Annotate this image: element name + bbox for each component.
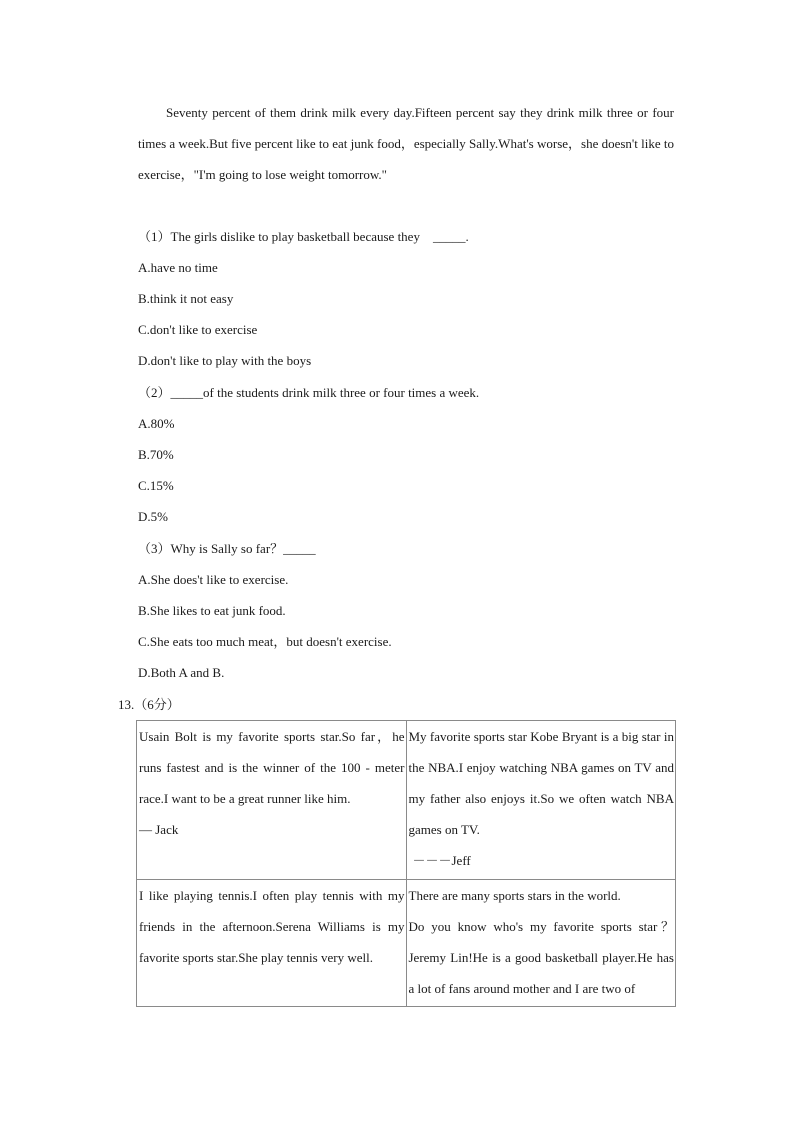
question-2-stem: （2）_____of the students drink milk three or four times a week. bbox=[138, 385, 480, 400]
question-2-option-c: C.15% bbox=[138, 478, 174, 493]
jack-text: Usain Bolt is my favorite sports star.So far，he runs fastest and is the winner of the 100 - meter race.I want to be a great runner like him. bbox=[139, 729, 405, 806]
table-row bbox=[137, 721, 676, 880]
section-13-heading: 13.（6分） bbox=[118, 697, 180, 712]
question-2-option-d: D.5% bbox=[138, 509, 168, 524]
question-3-option-c: C.She eats too much meat，but doesn't exercise. bbox=[138, 634, 392, 649]
jack-signature: — Jack bbox=[139, 822, 179, 837]
question-3-option-d: D.Both A and B. bbox=[138, 665, 225, 680]
table-cell-jack bbox=[137, 721, 407, 880]
question-1-option-d: D.don't like to play with the boys bbox=[138, 353, 312, 368]
question-1-stem: （1）The girls dislike to play basketball because they _____. bbox=[138, 229, 469, 244]
jeff-text: My favorite sports star Kobe Bryant is a big star in the NBA.I enjoy watching NBA games on TV and my father also enjoys it.So we often watch NBA games on TV. bbox=[408, 729, 674, 837]
tennis-text: I like playing tennis.I often play tennis with my friends in the afternoon.Serena Williams is my favorite sports star.She play tennis very well. bbox=[139, 888, 405, 965]
question-3-option-a: A.She does't like to exercise. bbox=[138, 572, 289, 587]
question-3-option-b: B.She likes to eat junk food. bbox=[138, 603, 286, 618]
table-row bbox=[137, 880, 676, 1007]
question-1-option-a: A.have no time bbox=[138, 260, 218, 275]
jeff-signature: －－－Jeff bbox=[412, 853, 471, 868]
table-cell-jeremy bbox=[406, 880, 676, 1007]
passage-paragraph: Seventy percent of them drink milk every day.Fifteen percent say they drink milk three or four times a week.But five percent like to eat junk food，especially Sally.What's worse，she doesn't like to exercise，"I'm going to lose weight tomorrow." bbox=[138, 105, 674, 182]
jeremy-text: Do you know who's my favorite sports star？Jeremy Lin!He is a good basketball player.He has a lot of fans around mother and I are two of bbox=[408, 919, 674, 996]
question-3-stem: （3）Why is Sally so far？_____ bbox=[138, 541, 316, 556]
table-cell-tennis bbox=[137, 880, 407, 1007]
question-1-option-c: C.don't like to exercise bbox=[138, 322, 258, 337]
table-cell-jeff bbox=[406, 721, 676, 880]
sports-stars-table bbox=[136, 720, 676, 1007]
question-2-option-b: B.70% bbox=[138, 447, 174, 462]
question-1-option-b: B.think it not easy bbox=[138, 291, 234, 306]
jeremy-line1: There are many sports stars in the world. bbox=[408, 888, 621, 903]
question-2-option-a: A.80% bbox=[138, 416, 175, 431]
